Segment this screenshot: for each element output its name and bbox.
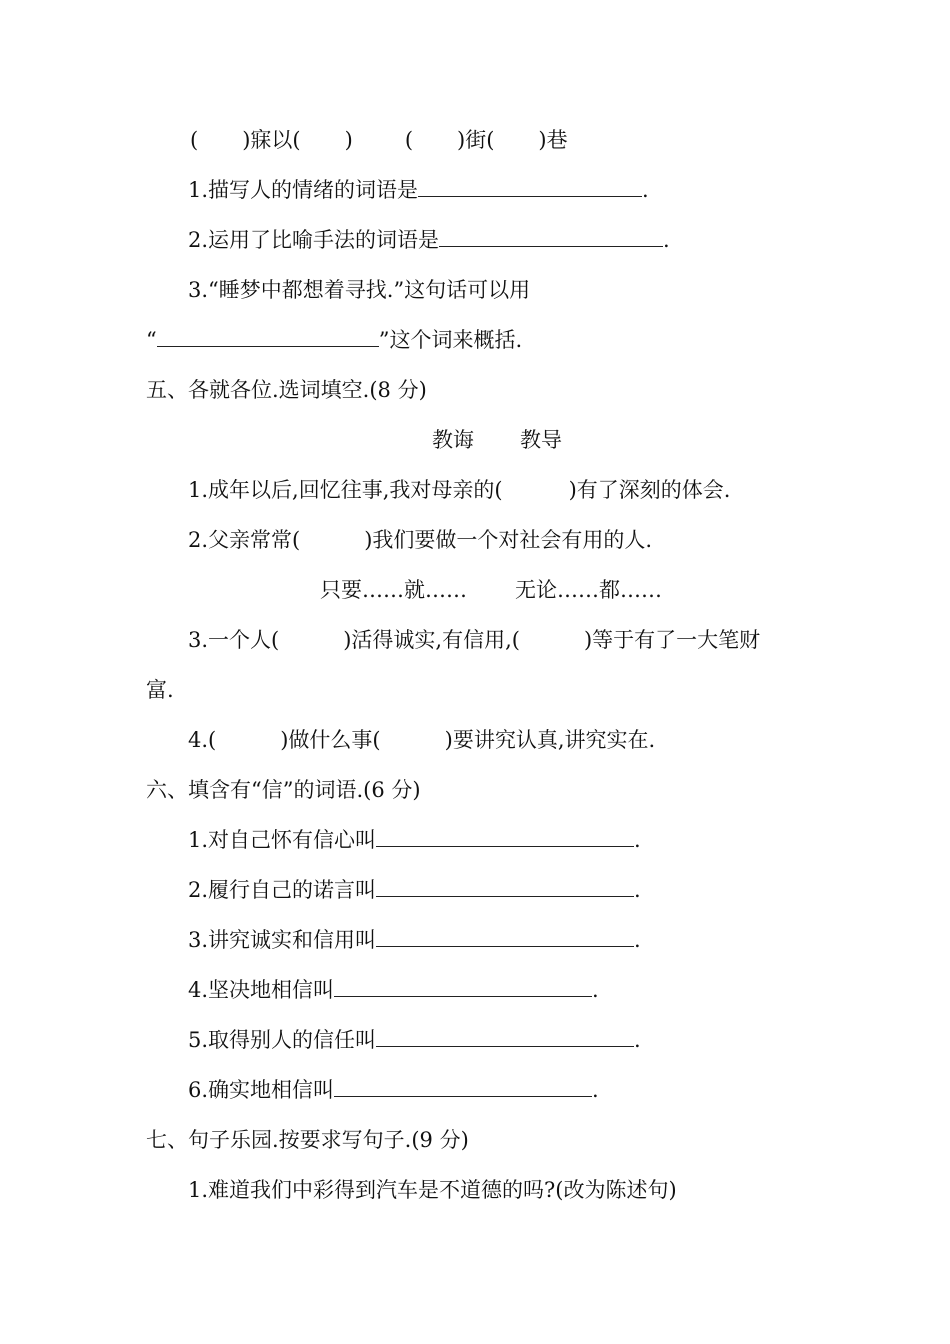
idiom-b-end: 巷 — [546, 128, 568, 152]
answer-blank[interactable] — [376, 876, 634, 897]
q5-sentence-1: 1.成年以后,回忆往事,我对母亲的( )有了深刻的体会. — [188, 478, 731, 502]
answer-blank[interactable] — [334, 1076, 592, 1097]
q6-item-4: 4.坚决地相信叫 . — [188, 978, 599, 1002]
q4-item-2: 2.运用了比喻手法的词语是 . — [188, 228, 670, 252]
answer-blank[interactable] — [418, 176, 642, 197]
answer-blank[interactable] — [376, 826, 634, 847]
q7-item-1: 1.难道我们中彩得到汽车是不道德的吗?(改为陈述句) — [188, 1178, 677, 1202]
answer-blank[interactable] — [376, 926, 634, 947]
q6-item-2: 2.履行自己的诺言叫 . — [188, 878, 641, 902]
q6-item-3: 3.讲究诚实和信用叫 . — [188, 928, 641, 952]
q5-sentence-4: 4.( )做什么事( )要讲究认真,讲究实在. — [188, 728, 656, 752]
section-6-heading: 六、填含有“信”的词语.(6 分) — [146, 778, 421, 802]
idiom-a-mid: 寐以 — [250, 128, 293, 152]
idiom-row: ( )寐以( ) ( )街( )巷 — [190, 128, 568, 152]
section-5-heading: 五、各就各位.选词填空.(8 分) — [146, 378, 427, 402]
q5-sentence-2: 2.父亲常常( )我们要做一个对社会有用的人. — [188, 528, 653, 552]
q5-sentence-3: 3.一个人( )活得诚实,有信用,( )等于有了一大笔财 — [188, 628, 761, 652]
section-7-heading: 七、句子乐园.按要求写句子.(9 分) — [146, 1128, 469, 1152]
q6-item-6: 6.确实地相信叫 . — [188, 1078, 599, 1102]
answer-blank[interactable] — [334, 976, 592, 997]
idiom-b-mid: 街 — [465, 128, 487, 152]
q4-item-1: 1.描写人的情绪的词语是 . — [188, 178, 649, 202]
q6-item-5: 5.取得别人的信任叫 . — [188, 1028, 641, 1052]
word-choices-b: 只要……就…… 无论……都…… — [320, 578, 662, 602]
q5-sentence-3-wrap: 富. — [146, 678, 174, 702]
answer-blank[interactable] — [439, 226, 663, 247]
q4-item-3: 3.“睡梦中都想着寻找.”这句话可以用 — [188, 278, 531, 302]
answer-blank[interactable] — [157, 326, 379, 347]
q6-item-1: 1.对自己怀有信心叫 . — [188, 828, 641, 852]
word-choices-a: 教诲 教导 — [432, 428, 562, 452]
answer-blank[interactable] — [376, 1026, 634, 1047]
q4-item-3-continued: “ ”这个词来概括. — [146, 328, 523, 352]
